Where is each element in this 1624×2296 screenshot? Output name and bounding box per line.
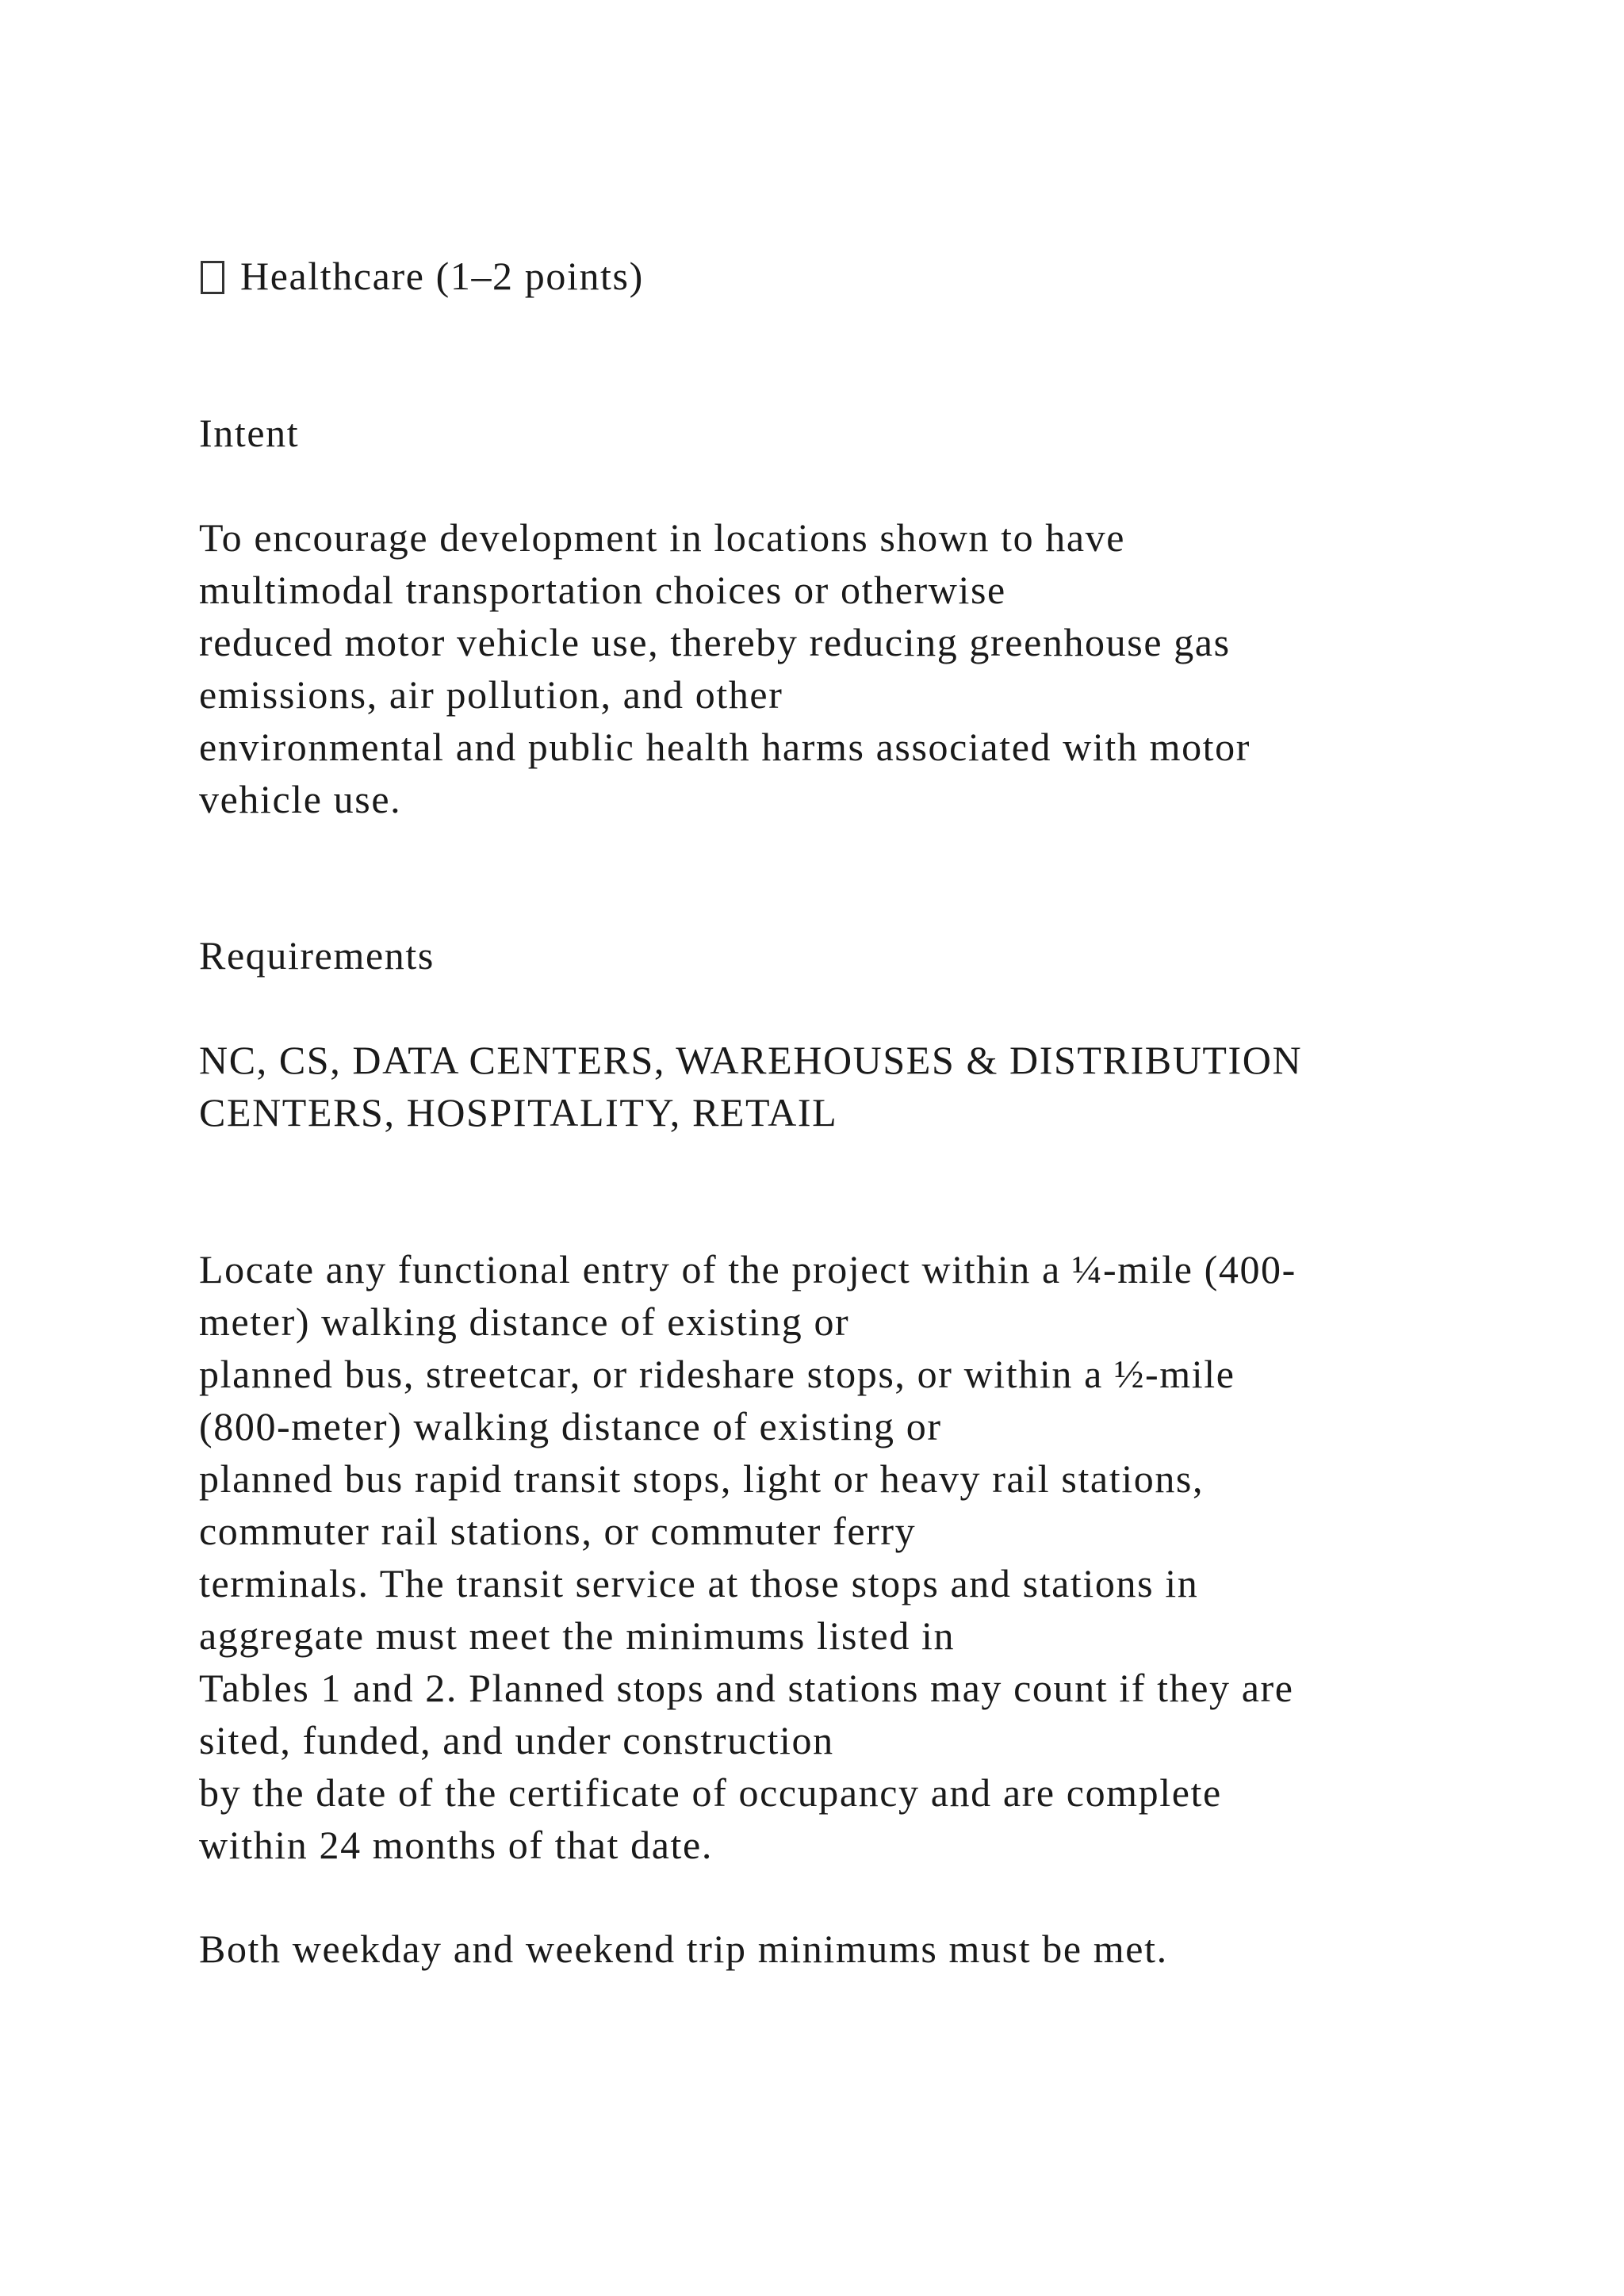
body-line: planned bus, streetcar, or rideshare stops, or within a ½-mile (199, 1352, 1235, 1396)
bullet-heading-text: Healthcare (1–2 points) (240, 254, 644, 298)
body-line: (800-meter) walking distance of existing or (199, 1404, 942, 1448)
categories-line: NC, CS, DATA CENTERS, WAREHOUSES & DISTRIBUTION (199, 1038, 1303, 1082)
body-line: by the date of the certificate of occupancy and are complete (199, 1770, 1222, 1815)
final-line: Both weekday and weekend trip minimums must be met. (199, 1927, 1168, 1971)
missing-glyph-icon (201, 261, 224, 294)
categories-line: CENTERS, HOSPITALITY, RETAIL (199, 1090, 838, 1135)
bullet-heading (201, 250, 644, 302)
intent-line: vehicle use. (199, 777, 402, 821)
body-line: Locate any functional entry of the project within a ¼-mile (400- (199, 1247, 1297, 1292)
intent-heading: Intent (199, 411, 300, 455)
intent-line: multimodal transportation choices or otherwise (199, 568, 1006, 612)
requirements-heading: Requirements (199, 933, 435, 978)
intent-line: To encourage development in locations shown to have (199, 515, 1126, 560)
intent-line: reduced motor vehicle use, thereby reducing greenhouse gas (199, 620, 1231, 664)
body-line: sited, funded, and under construction (199, 1718, 834, 1762)
body-line: terminals. The transit service at those stops and stations in (199, 1561, 1199, 1605)
intent-line: environmental and public health harms associated with motor (199, 725, 1251, 769)
intent-line: emissions, air pollution, and other (199, 672, 783, 717)
body-line: meter) walking distance of existing or (199, 1299, 850, 1344)
body-line: planned bus rapid transit stops, light or heavy rail stations, (199, 1456, 1205, 1501)
body-line: within 24 months of that date. (199, 1823, 713, 1867)
body-line: aggregate must meet the minimums listed in (199, 1613, 956, 1658)
body-line: commuter rail stations, or commuter ferry (199, 1509, 917, 1553)
body-line: Tables 1 and 2. Planned stops and stations may count if they are (199, 1666, 1294, 1710)
